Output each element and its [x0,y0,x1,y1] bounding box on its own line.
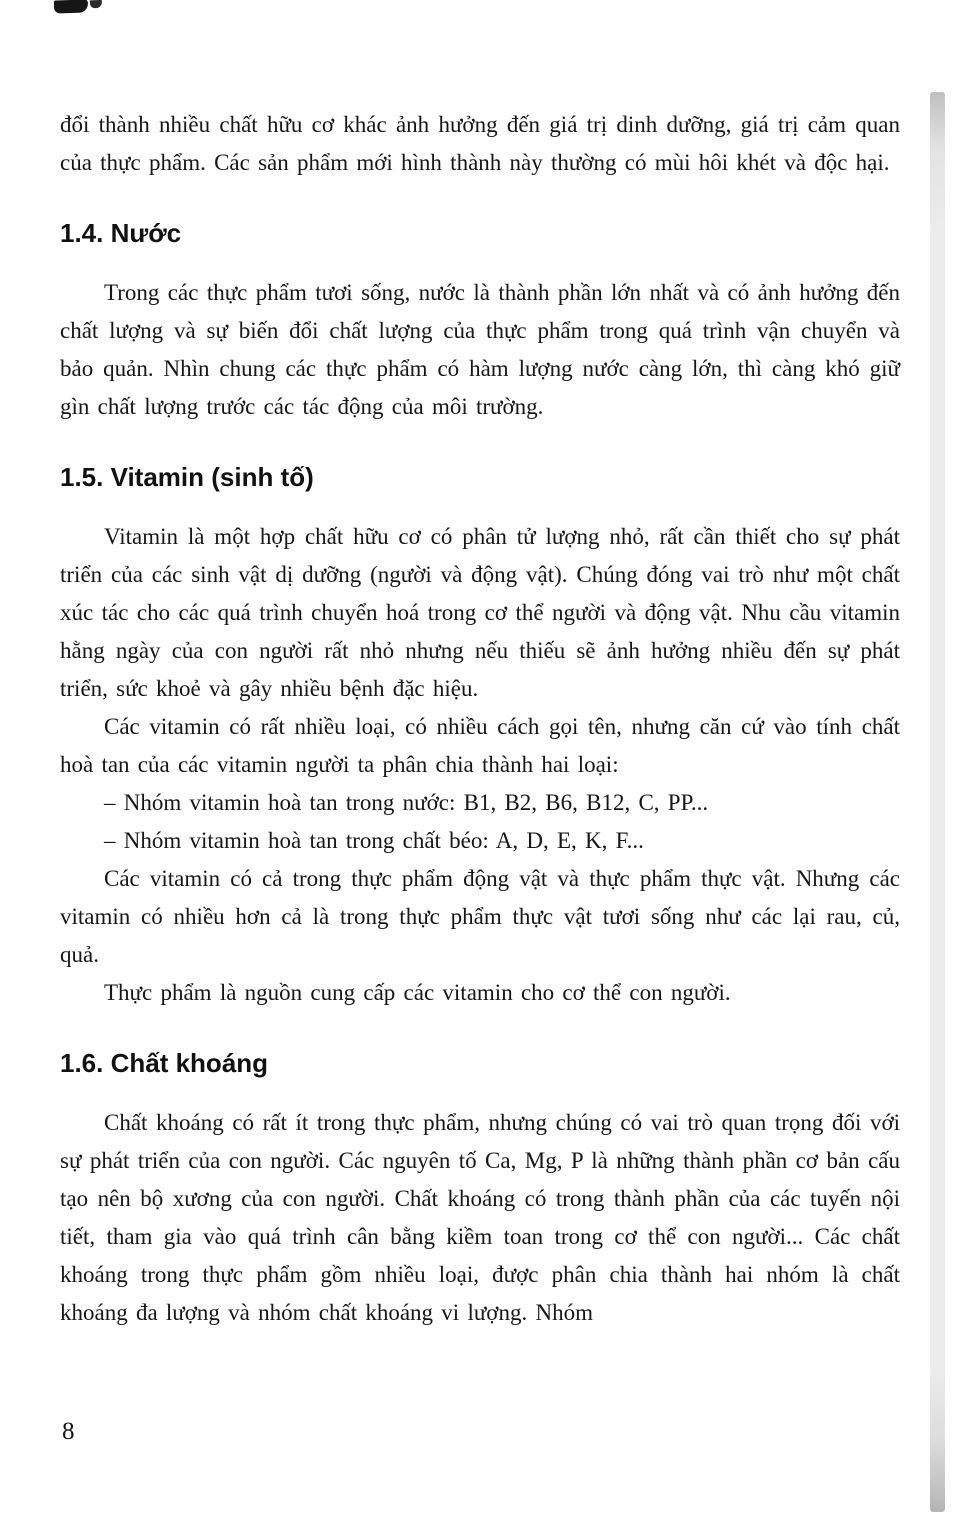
paragraph-section-1-5-sources: Các vitamin có cả trong thực phẩm động vật và thực phẩm thực vật. Nhưng các vitamin có nhiều hơn cả là trong thực phẩm thực vật tươi sống như các lại rau, củ, quả. [60,866,900,967]
section-heading-1-5: 1.5. Vitamin (sinh tố) [60,462,314,492]
page-text-block [60,106,900,1332]
paragraph-section-1-4: Trong các thực phẩm tươi sống, nước là thành phần lớn nhất và có ảnh hưởng đến chất lượng và sự biến đổi chất lượng của thực phẩm trong quá trình vận chuyển và bảo quản. Nhìn chung các thực phẩm có hàm lượng nước càng lớn, thì càng khó giữ gìn chất lượng trước các tác động của môi trường. [60,280,900,419]
paragraph-section-1-5-intro: Vitamin là một hợp chất hữu cơ có phân tử lượng nhỏ, rất cần thiết cho sự phát triển của các sinh vật dị dưỡng (người và động vật). Chúng đóng vai trò như một chất xúc tác cho các quá trình chuyển hoá trong cơ thể người và động vật. Nhu cầu vitamin hằng ngày của con người rất nhỏ nhưng nếu thiếu sẽ ảnh hưởng nhiều đến sự phát triển, sức khoẻ và gây nhiều bệnh đặc hiệu. [60,524,900,701]
paragraph-section-1-5-summary: Thực phẩm là nguồn cung cấp các vitamin cho cơ thể con người. [104,980,731,1005]
paragraph-section-1-6: Chất khoáng có rất ít trong thực phẩm, nhưng chúng có vai trò quan trọng đối với sự phát triển của con người. Các nguyên tố Ca, Mg, P là những thành phần cơ bản cấu tạo nên bộ xương của con người. Chất khoáng có trong thành phần của các tuyến nội tiết, tham gia vào quá trình cân bằng kiềm toan trong cơ thể con người... Các chất khoáng trong thực phẩm gồm nhiều loại, được phân chia thành hai nhóm là chất khoáng đa lượng và nhóm chất khoáng vi lượng. Nhóm [60,1110,900,1325]
scan-artifact-corner-mark [54,0,88,14]
list-item-water-soluble-vitamins: – Nhóm vitamin hoà tan trong nước: B1, B2, B6, B12, C, PP... [104,790,709,815]
section-heading-1-4: 1.4. Nước [60,218,182,248]
page-number: 8 [62,1418,75,1445]
section-heading-1-6: 1.6. Chất khoáng [60,1048,269,1078]
paragraph-continuation: đổi thành nhiều chất hữu cơ khác ảnh hưởng đến giá trị dinh dưỡng, giá trị cảm quan của thực phẩm. Các sản phẩm mới hình thành này thường có mùi hôi khét và độc hại. [60,112,900,175]
paragraph-section-1-5-classification: Các vitamin có rất nhiều loại, có nhiều cách gọi tên, nhưng căn cứ vào tính chất hoà tan của các vitamin người ta phân chia thành hai loại: [60,714,900,777]
scan-artifact-page-edge [930,92,945,1512]
list-item-fat-soluble-vitamins: – Nhóm vitamin hoà tan trong chất béo: A, D, E, K, F... [104,828,644,853]
